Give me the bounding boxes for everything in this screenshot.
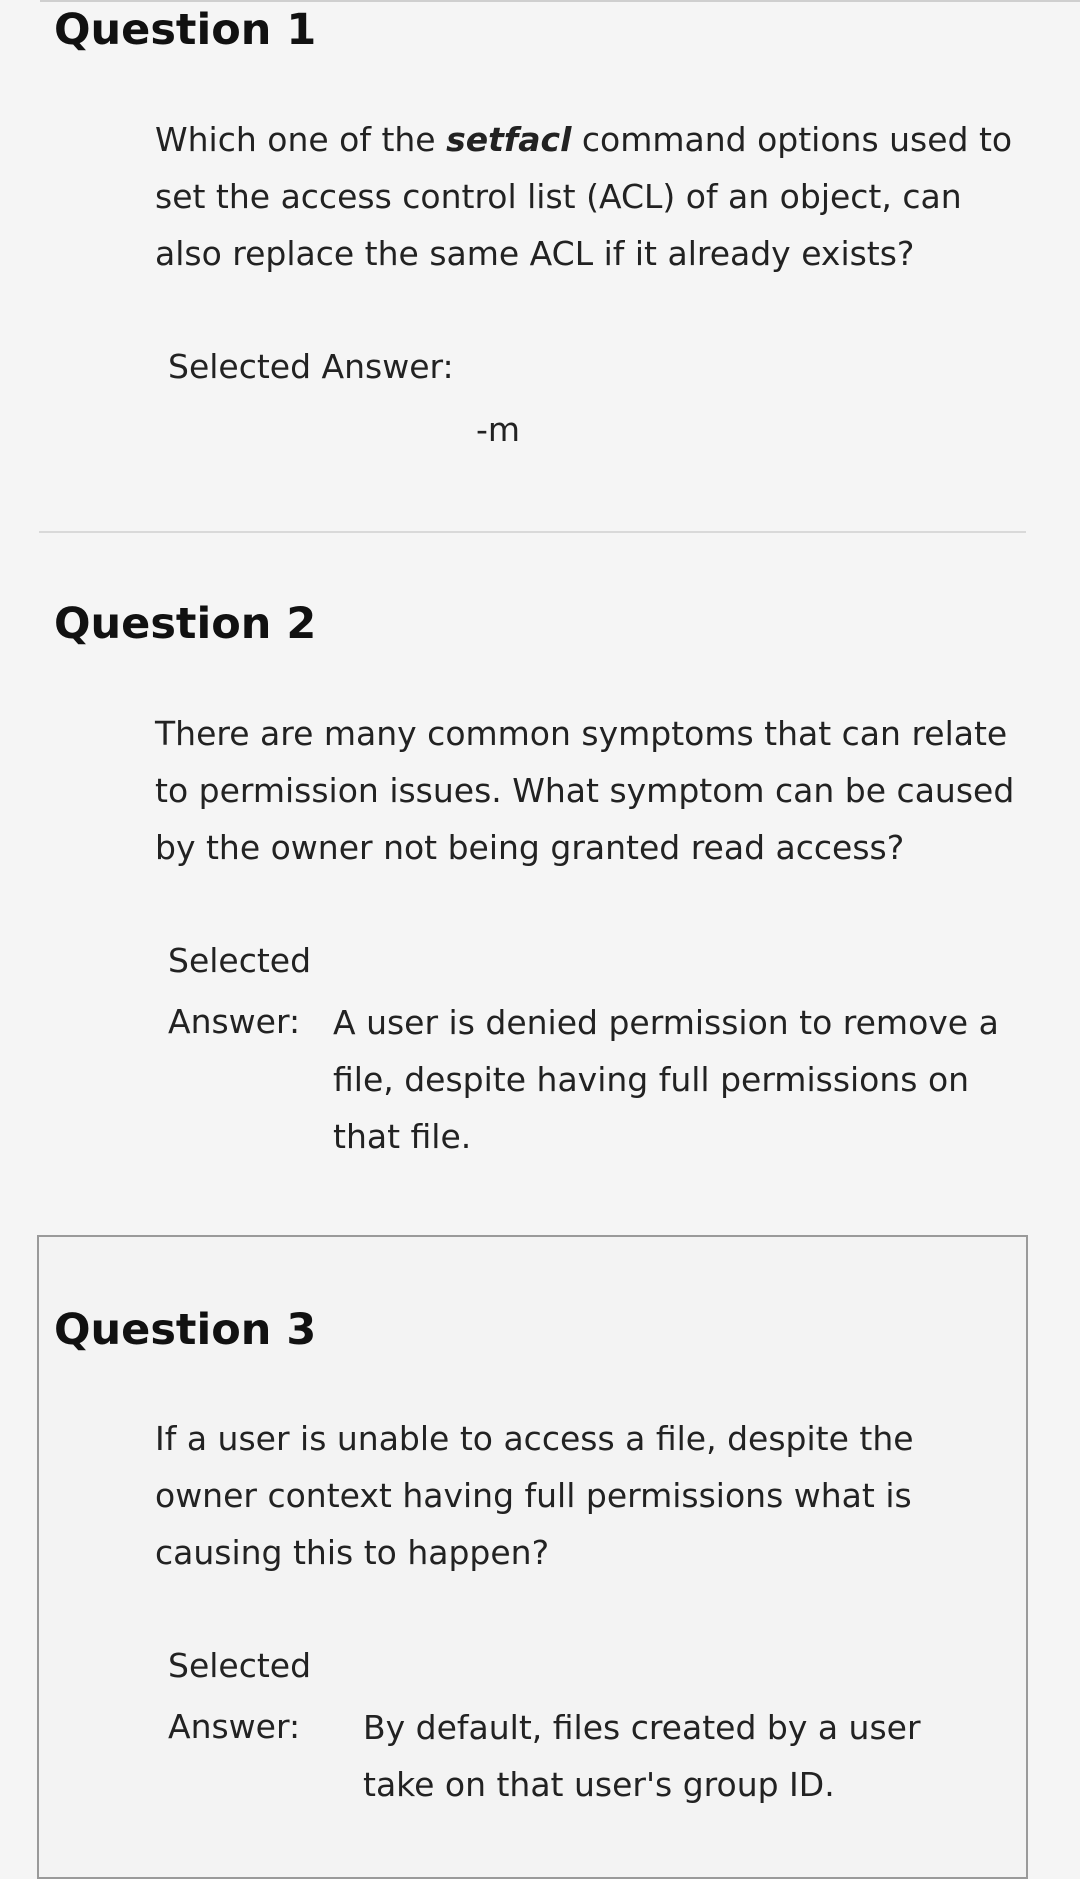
- question-2-selected-label-line2: Answer:: [168, 1002, 301, 1041]
- question-2-text: There are many common symptoms that can relate to permission issues. What symptom can be caused by the owner not being granted read access?: [155, 714, 1015, 867]
- question-3-selected-answer: By default, files created by a user take on that user's group ID.: [363, 1708, 921, 1804]
- question-1-text-start: Which one of the: [155, 120, 447, 159]
- question-1-selected-answer: -m: [476, 410, 521, 449]
- question-3-selected-label: [168, 1635, 311, 1757]
- question-2-title: Question 2: [54, 599, 317, 649]
- question-1-selected-label: Selected Answer:: [168, 347, 454, 386]
- question-3-title: Question 3: [54, 1305, 317, 1355]
- question-3-selected-label-line1: Selected: [168, 1646, 312, 1685]
- question-2-selected-answer: A user is denied permission to remove a file, despite having full permissions on that file.: [333, 1003, 999, 1156]
- question-3-selected-label-line2: Answer:: [168, 1707, 301, 1746]
- question-2-selected-label: [168, 930, 311, 1052]
- setfacl-command: setfacl: [446, 120, 572, 159]
- question-1-text: [155, 111, 1025, 282]
- question-3-text: If a user is unable to access a file, despite the owner context having full permissions what is causing this to happen?: [155, 1419, 914, 1572]
- question-1-text-end: command options used to set the access control list (ACL) of an object, can also replace the same ACL if it already exists?: [155, 120, 1013, 273]
- question-divider: [39, 531, 1026, 533]
- question-2-selected-label-line1: Selected: [168, 941, 312, 980]
- question-1-title: Question 1: [54, 5, 317, 55]
